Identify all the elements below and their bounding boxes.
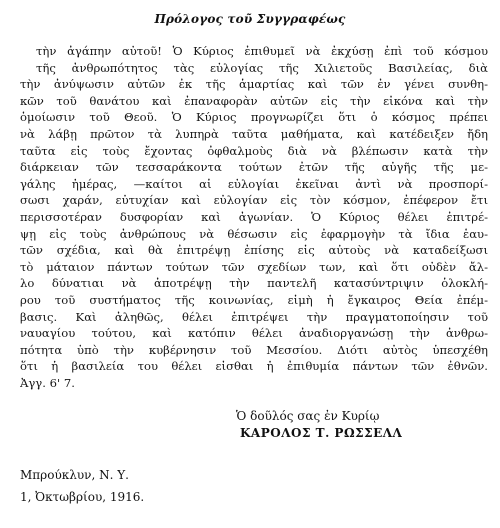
body-line-19: πότητα ὑπὸ τὴν κυβέρνησιν τοῦ Μεσσίου. Διότι αὐτὸς ὑπεσχέθη [20, 342, 488, 357]
body-line-11: περισσοτέραν δυσφορίαν καὶ ἀγωνίαν. Ὁ Κύριος θέλει ἐπιτρέ- [20, 209, 488, 224]
place-date [20, 464, 144, 508]
body-line-17: βασις. Καὶ ἀληθῶς, θέλει ἐπιτρέψει τὴν πραγματοποίησιν τοῦ [20, 309, 488, 324]
body-line-18: ναυαγίου τούτου, καὶ κατόπιν θέλει ἀναδιοργανώσῃ τὴν ἀνθρω- [20, 326, 488, 341]
author-name: ΚΑΡΟΛΟΣ Τ. ΡΩΣΣΕΛΛ [240, 426, 403, 440]
preface-body [20, 43, 488, 391]
body-line-9: γάλης ἡμέρας, —καίτοι αἱ εὐλογίαι ἐκεῖναι ἀντὶ νὰ προσπορί- [20, 176, 488, 191]
body-line-5: ὁμοίωσιν τοῦ Θεοῦ. Ὁ Κύριος προγνωρίζει ὅτι ὁ κόσμος πρέπει [20, 110, 488, 125]
body-line-1: τὴν ἀγάπην αὐτοῦ! Ὁ Κύριος ἐπιθυμεῖ νὰ ἐκχύσῃ ἐπὶ τοῦ κόσμου [36, 44, 488, 58]
body-line-12: ψῃ εἰς τοὺς ἀνθρώπους νὰ θέσωσιν εἰς ἐφαρμογὴν τὰ ἴδια ἑαυ- [20, 226, 488, 241]
salutation: Ὁ δοῦλός σας ἐν Κυρίῳ [236, 409, 380, 423]
body-line-3: τὴν ἀνύψωσιν αὐτῶν ἐκ τῆς ἁμαρτίας καὶ τῶν ἐν γένει συνθη- [20, 77, 488, 92]
body-line-14: τὸ μάταιον πάντων τούτων τῶν σχεδίων των, καὶ ὅτι οὐδὲν ἄλ- [20, 259, 488, 274]
body-line-6: νὰ λάβῃ πρῶτον τὰ λυπηρὰ ταῦτα μαθήματα, καὶ κατέδειξεν ἤδη [20, 126, 488, 141]
page-heading: Πρόλογος τοῦ Συγγραφέως [154, 12, 346, 26]
body-line-13: τῶν σχέδια, καὶ θὰ ἐπιτρέψῃ ἐπίσης εἰς αὐτοὺς νὰ καταδείξωσι [20, 243, 488, 258]
body-line-16: ρου τοῦ συστήματος τῆς κοινωνίας, εἰμὴ ἡ ἔγκαιρος Θεία ἐπέμ- [20, 292, 488, 307]
body-line-8: διάρκειαν τῶν τεσσαράκοντα τούτων ἐτῶν τῆς αὐγῆς τῆς με- [20, 160, 488, 175]
body-line-20: ὅτι ἡ βασιλεία του θέλει εἰσθαι ἡ ἐπιθυμία πάντων τῶν ἐθνῶν. [20, 359, 488, 374]
closing-signature [236, 408, 402, 442]
body-line-15: λο δύνατιαι νὰ ἀποτρέψῃ τὴν παντελῆ κατασύντριψιν ὁλοκλή- [20, 276, 488, 291]
body-line-21: Ἀγγ. 6' 7. [20, 375, 75, 390]
place: Μπρούκλυν, Ν. Υ. [20, 468, 129, 482]
body-line-2: τῆς ἀνθρωπότητος τὰς εὐλογίας τῆς Χιλιετοῦς Βασιλείας, διὰ [36, 60, 488, 75]
body-line-4: κῶν τοῦ θανάτου καὶ ἐπαναφορὰν αὐτῶν εἰς τὴν εἰκόνα καὶ τὴν [20, 93, 488, 108]
date: 1, Ὀκτωβρίου, 1916. [20, 490, 145, 504]
body-line-7: ταῦτα εἰς τοὺς ἔχοντας ὀφθαλμοὺς διὰ νὰ βλέπωσιν κατὰ τὴν [20, 143, 488, 158]
body-line-10: σωσι χαράν, εὐτυχίαν καὶ εὐλογίαν εἰς τὸν κόσμον, ἐπέφερον ἔτι [20, 193, 488, 208]
